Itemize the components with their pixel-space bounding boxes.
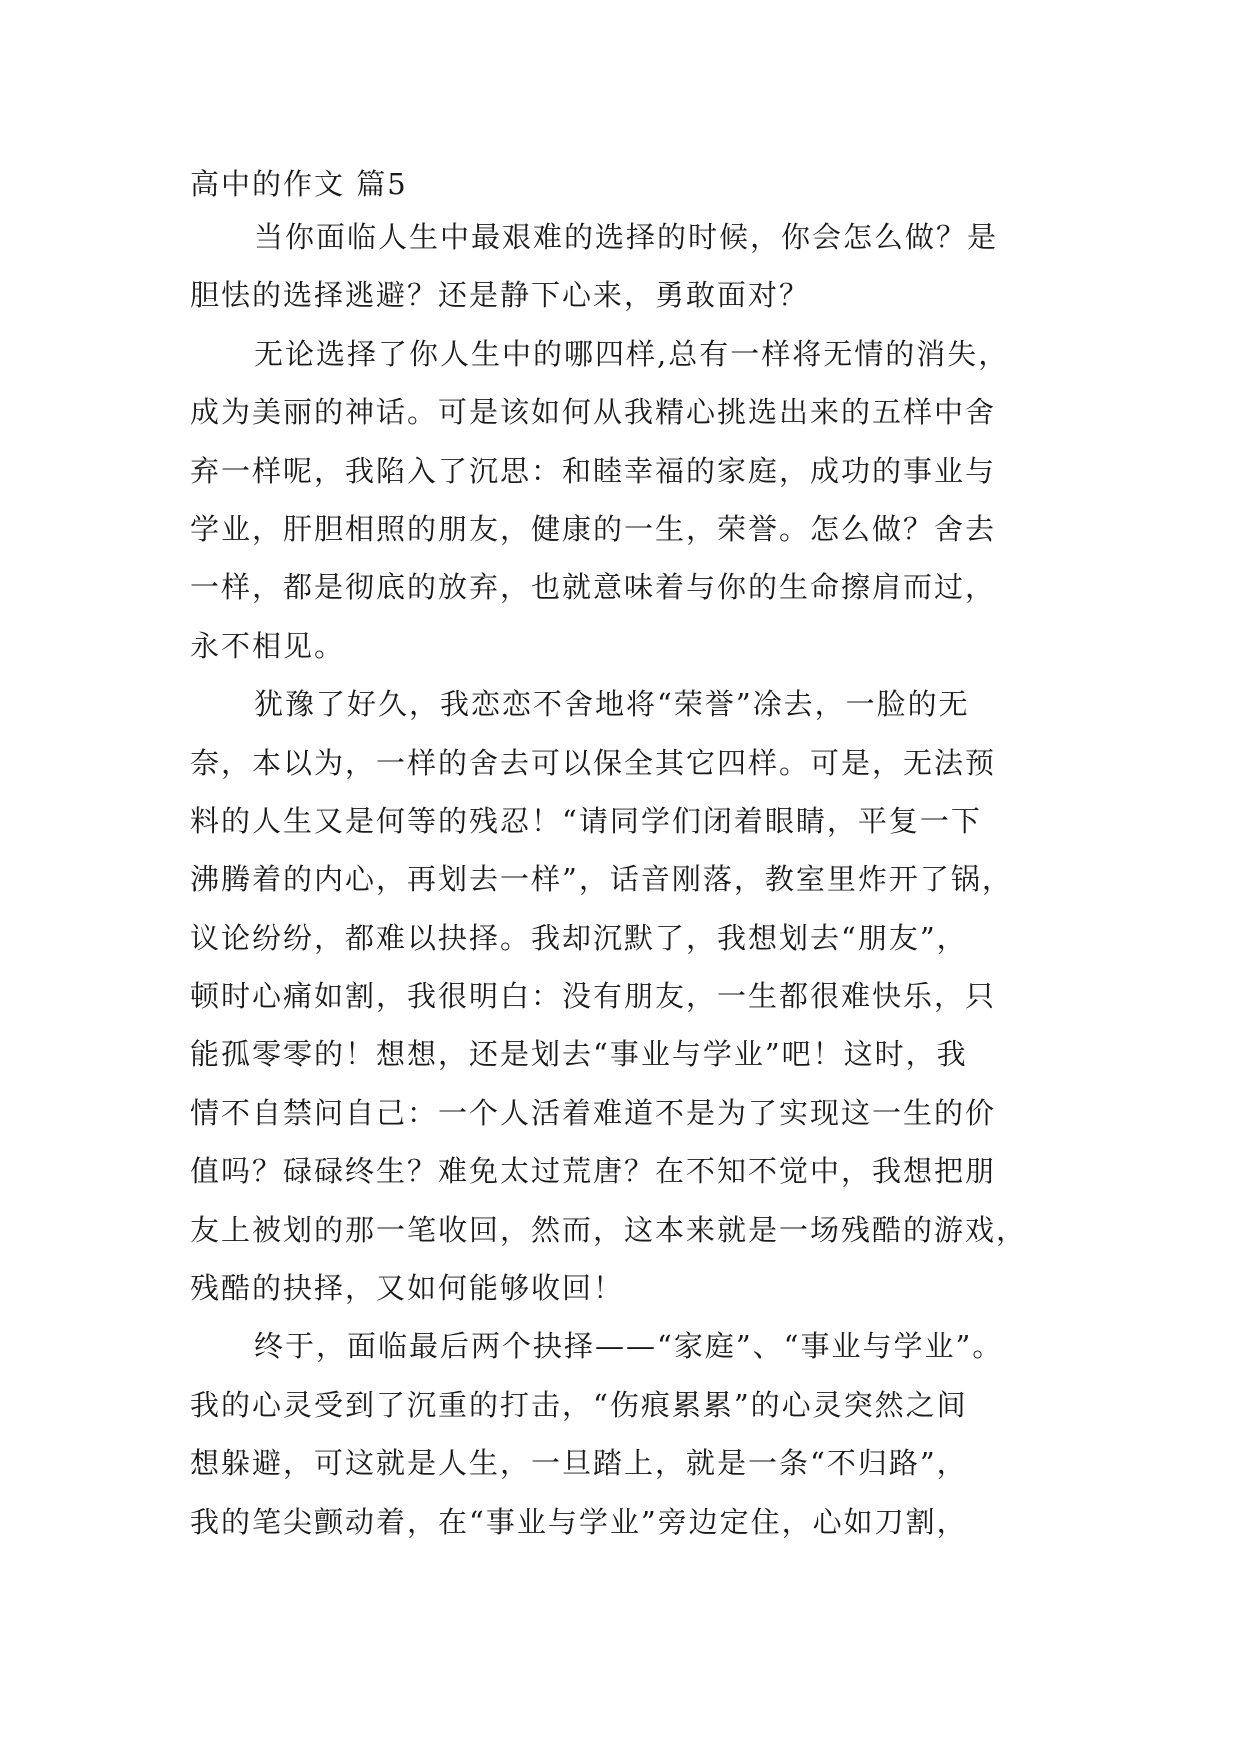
paragraph-4-line-1: 终于，面临最后两个抉择——“家庭”、“事业与学业”。 <box>254 1329 1004 1364</box>
paragraph-2-line-5: 一样，都是彻底的放弃，也就意味着与你的生命擦肩而过， <box>190 570 997 605</box>
paragraph-4-line-2: 我的心灵受到了沉重的打击，“伤痕累累”的心灵突然之间 <box>190 1387 968 1422</box>
paragraph-3-line-11: 残酷的抉择，又如何能够收回！ <box>190 1271 625 1306</box>
paragraph-3-line-7: 能孤零零的！想想，还是划去“事业与学业”吧！这时，我 <box>190 1037 968 1072</box>
paragraph-3-line-6: 顿时心痛如割，我很明白：没有朋友，一生都很难快乐，只 <box>190 979 997 1014</box>
paragraph-3-line-2: 奈，本以为，一样的舍去可以保全其它四样。可是，无法预 <box>190 745 997 780</box>
paragraph-2-line-2: 成为美丽的神话。可是该如何从我精心挑选出来的五样中舍 <box>190 395 997 430</box>
paragraph-2-line-1: 无论选择了你人生中的哪四样,总有一样将无情的消失， <box>254 336 1010 371</box>
paragraph-2-line-6: 永不相见。 <box>190 628 346 663</box>
paragraph-1-line-2: 胆怯的选择逃避？还是静下心来，勇敢面对？ <box>190 278 811 313</box>
paragraph-4-line-4: 我的笔尖颤动着，在“事业与学业”旁边定住，心如刀割， <box>190 1504 968 1539</box>
paragraph-2-line-3: 弃一样呢，我陷入了沉思：和睦幸福的家庭，成功的事业与 <box>190 453 997 488</box>
paragraph-3-line-1: 犹豫了好久，我恋恋不舍地将“荣誉”凃去，一脸的无 <box>254 687 970 722</box>
paragraph-3-line-9: 值吗？碌碌终生？难免太过荒唐？在不知不觉中，我想把朋 <box>190 1154 997 1189</box>
paragraph-4-line-3: 想躲避，可这就是人生，一旦踏上，就是一条“不归路”， <box>190 1446 968 1481</box>
paragraph-3-line-4: 沸腾着的内心，再划去一样”，话音刚落，教室里炸开了锅， <box>190 862 1013 897</box>
paragraph-1-line-1: 当你面临人生中最艰难的选择的时候，你会怎么做？是 <box>254 220 999 254</box>
paragraph-3-line-10: 友上被划的那一笔收回，然而，这本来就是一场残酷的游戏， <box>190 1212 1028 1247</box>
paragraph-2-line-4: 学业，肝胆相照的朋友，健康的一生，荣誉。怎么做？舍去 <box>190 511 997 546</box>
paragraph-3-line-3: 料的人生又是何等的残忍！“请同学们闭着眼睛，平复一下 <box>190 803 982 838</box>
essay-title: 高中的作文 篇5 <box>190 167 408 201</box>
paragraph-3-line-5: 议论纷纷，都难以抉择。我却沉默了，我想划去“朋友”， <box>190 920 968 955</box>
essay-body <box>190 160 1070 1551</box>
paragraph-3-line-8: 情不自禁问自己：一个人活着难道不是为了实现这一生的价 <box>190 1095 997 1130</box>
